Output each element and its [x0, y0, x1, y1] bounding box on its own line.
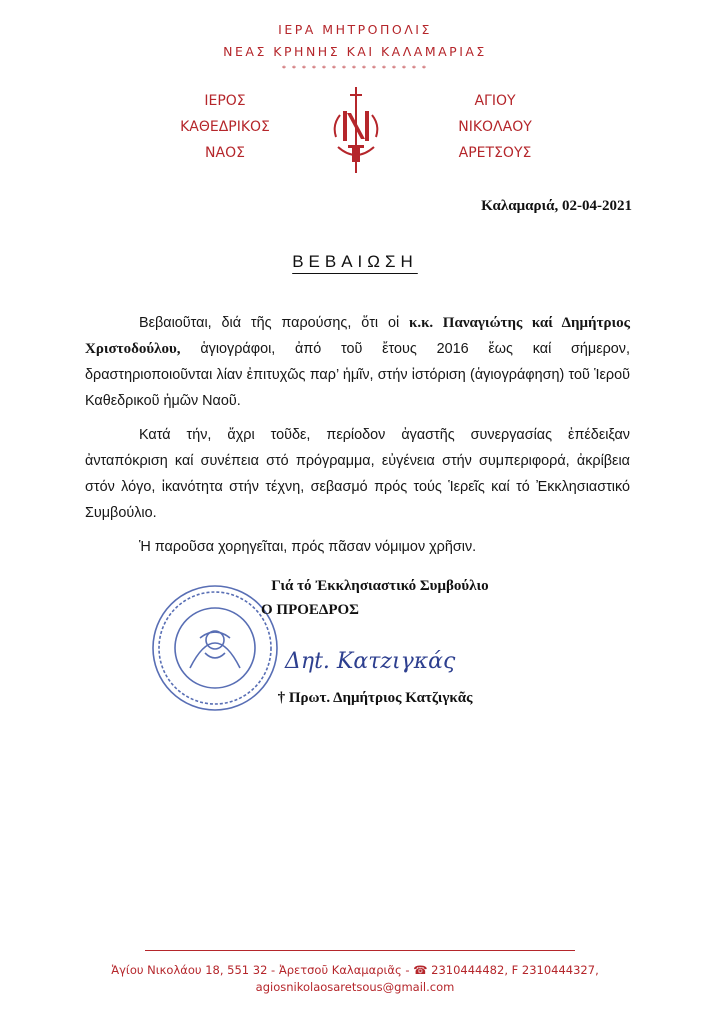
right-heading-line: ΑΡΕΤΣΟΥΣ	[458, 145, 532, 161]
footer-email: agiosnikolaosaretsous@gmail.com	[255, 980, 455, 994]
metropolis-title: ΙΕΡΑ ΜΗΤΡΟΠΟΛΙΣ	[278, 22, 432, 37]
handwritten-signature	[275, 640, 475, 680]
signatory-name: † Πρωτ. Δημήτριος Κατζιγκᾶς	[277, 690, 473, 706]
metropolis-subtitle: ΝΕΑΣ ΚΡΗΝΗΣ ΚΑΙ ΚΑΛΑΜΑΡΙΑΣ	[223, 44, 487, 59]
left-heading-line: ΙΕΡΟΣ	[204, 93, 246, 109]
paragraph-1-intro: Βεβαιοῦται, διά τῆς παρούσης, ὅτι οἱ	[139, 315, 410, 331]
paragraph-2: Κατά τήν, ἄχρι τοῦδε, περίοδον ἀγαστῆς συνεργασίας ἐπέδειξαν ἀνταπόκριση καί συνέπεια στό πρόγραμμα, εὐγένεια στήν συμπεριφορά, ἀκρίβεια στόν λόγο, ἱκανότητα στήν τέχνη, σεβασμό πρός τούς Ἱερεῖς καί τό Ἐκκλησιαστικό Συμβούλιο.	[85, 427, 630, 521]
footer-address: Ἁγίου Νικολάου 18, 551 32 - Ἀρετσοῦ Καλαμαριᾶς - ☎ 2310444482, F 2310444327,	[111, 963, 599, 977]
right-heading-line: ΝΙΚΟΛΑΟΥ	[458, 119, 532, 135]
signature-text: Δηt. Κατzιγκάς	[285, 649, 456, 674]
honorees-names: κ.κ. Παναγιώτης καί Δημήτριος Χριστοδούλου,	[85, 315, 630, 357]
document-date: Καλαμαριά, 02-04-2021	[481, 198, 632, 214]
decorative-stars: * * * * * * * * * * * * * * *	[282, 64, 428, 73]
certificate-body	[85, 310, 630, 560]
paragraph-1	[85, 310, 630, 414]
document-title: ΒΕΒΑΙΩΣΗ	[292, 252, 418, 271]
right-heading	[440, 88, 550, 166]
church-monogram-logo	[330, 85, 382, 177]
left-heading-line: ΚΑΘΕΔΡΙΚΟΣ	[180, 119, 270, 135]
left-heading-line: ΝΑΟΣ	[205, 145, 245, 161]
footer-divider	[145, 950, 575, 951]
left-heading	[170, 88, 280, 166]
paragraph-3: Ἡ παροῦσα χορηγεῖται, πρός πᾶσαν νόμιμον χρῆσιν.	[139, 539, 477, 555]
signatory-role: Ο ΠΡΟΕΔΡΟΣ	[261, 602, 359, 618]
council-line: Γιά τό Ἐκκλησιαστικό Συμβούλιο	[271, 578, 489, 594]
paragraph-1-rest: ἁγιογράφοι, ἀπό τοῦ ἔτους 2016 ἕως καί σήμερον, δραστηριοποιοῦνται λίαν ἐπιτυχῶς παρ’ ἡμῖν, στήν ἱστόριση (ἁγιογράφηση) τοῦ Ἱεροῦ Καθεδρικοῦ ἡμῶν Ναοῦ.	[85, 341, 630, 409]
right-heading-line: ΑΓΙΟΥ	[474, 93, 516, 109]
